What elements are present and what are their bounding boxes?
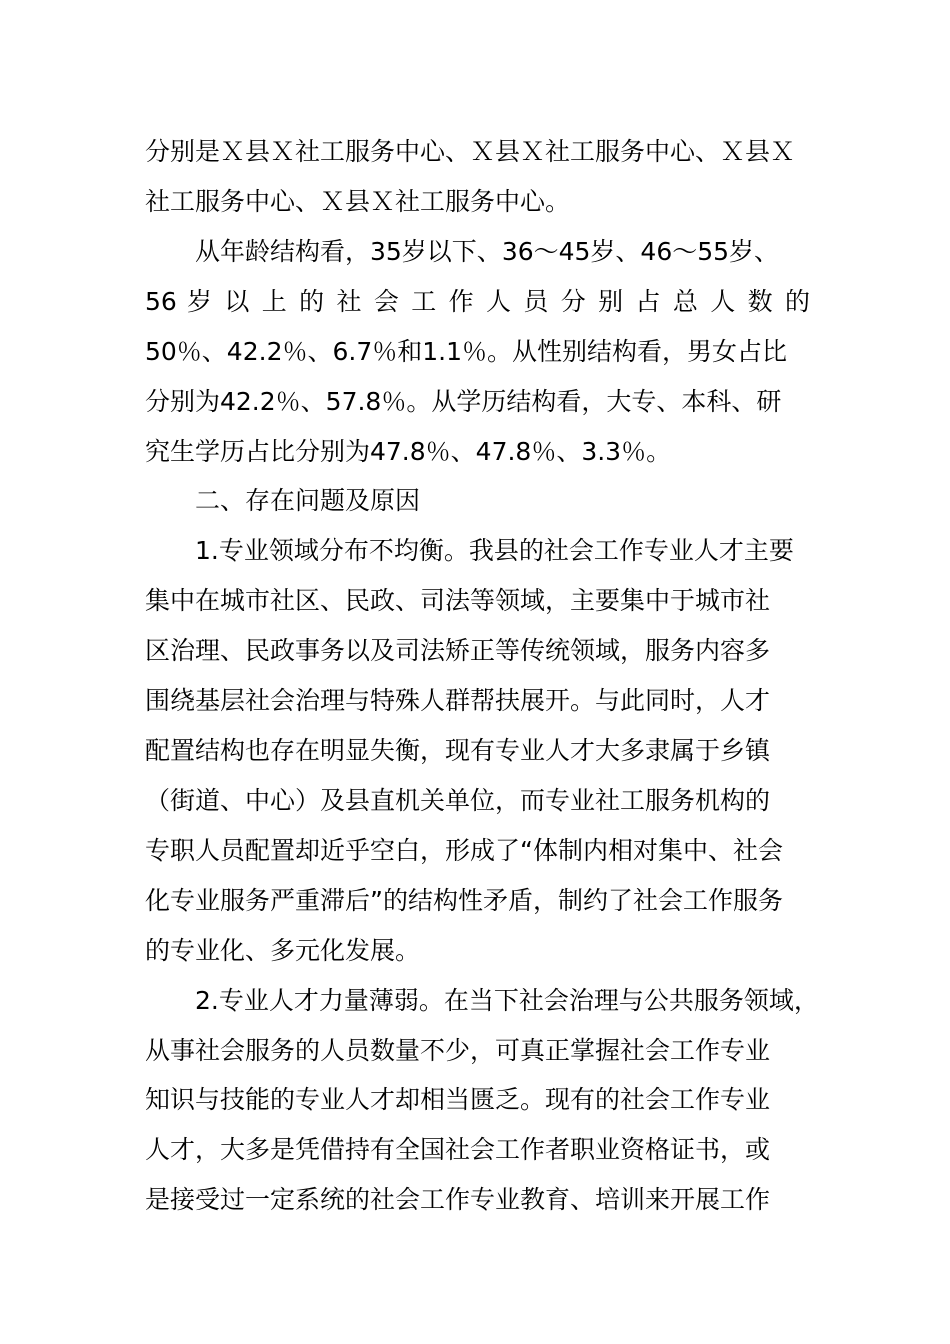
body-text-line: 人才，大多是凭借持有全国社会工作者职业资格证书，或: [145, 1135, 771, 1164]
body-text-line: 50％、42.2％、6.7％和1.1％。从性别结构看，男女占比: [145, 337, 787, 366]
body-text-line: 专职人员配置却近乎空白，形成了“体制内相对集中、社会: [145, 836, 783, 865]
body-text-line: 分别为42.2％、57.8％。从学历结构看，大专、本科、研: [145, 387, 782, 416]
body-text-line: 集中在城市社区、民政、司法等领域，主要集中于城市社: [145, 586, 771, 615]
body-text-line: 从事社会服务的人员数量不少，可真正掌握社会工作专业: [145, 1036, 771, 1065]
body-text-line: 2.专业人才力量薄弱。在当下社会治理与公共服务领域，: [195, 986, 819, 1015]
body-text-line: 社工服务中心、Ｘ县Ｘ社工服务中心。: [145, 187, 571, 216]
body-text-line: （街道、中心）及县直机关单位，而专业社工服务机构的: [145, 786, 771, 815]
body-text-line: 的专业化、多元化发展。: [145, 936, 421, 965]
body-text-line: 围绕基层社会治理与特殊人群帮扶展开。与此同时，人才: [145, 686, 771, 715]
section-heading: 二、存在问题及原因: [195, 486, 421, 515]
body-text-line: 知识与技能的专业人才却相当匮乏。现有的社会工作专业: [145, 1085, 771, 1114]
body-text-line: 从年龄结构看，35岁以下、36～45岁、46～55岁、: [195, 237, 780, 266]
body-text-line: 分别是Ｘ县Ｘ社工服务中心、Ｘ县Ｘ社工服务中心、Ｘ县Ｘ: [145, 137, 796, 166]
body-text-line: 56 岁 以 上 的 社 会 工 作 人 员 分 别 占 总 人 数 的: [145, 287, 810, 316]
body-text-line: 化专业服务严重滞后”的结构性矛盾，制约了社会工作服务: [145, 886, 783, 915]
body-text-line: 区治理、民政事务以及司法矫正等传统领域，服务内容多: [145, 636, 771, 665]
body-text-line: 1.专业领域分布不均衡。我县的社会工作专业人才主要: [195, 536, 794, 565]
body-text-line: 是接受过一定系统的社会工作专业教育、培训来开展工作: [145, 1185, 771, 1214]
body-text-line: 究生学历占比分别为47.8％、47.8％、3.3％。: [145, 437, 672, 466]
body-text-line: 配置结构也存在明显失衡，现有专业人才大多隶属于乡镇: [145, 736, 771, 765]
